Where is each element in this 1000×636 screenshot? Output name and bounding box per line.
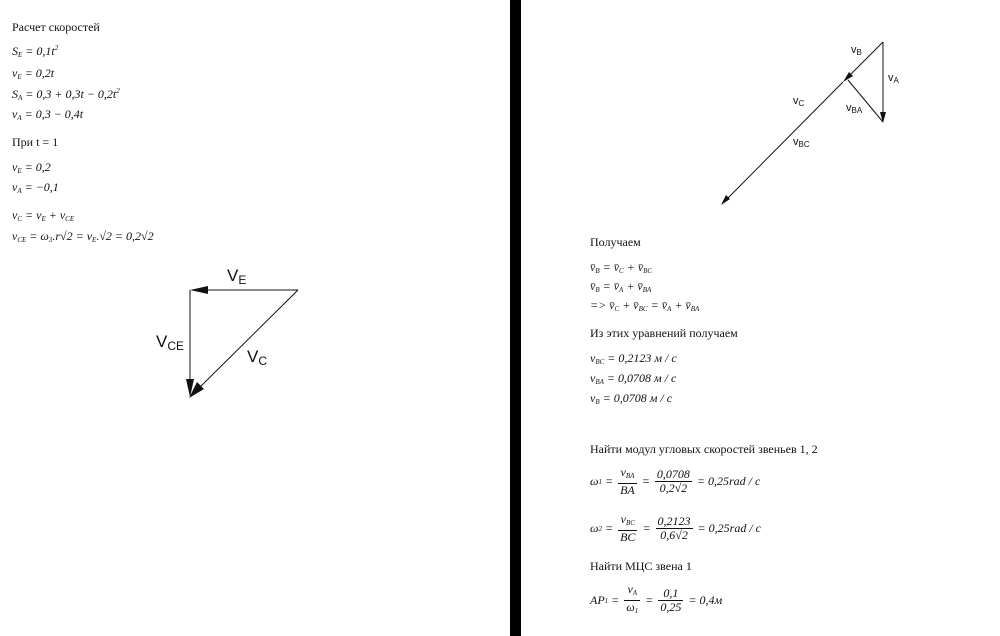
vector-vc-arrowhead-right — [721, 195, 730, 205]
equation-ve: $v_E = 0,2t$ — [12, 66, 55, 81]
at-time-label: При t = 1 — [12, 135, 59, 149]
result-vbc: $v_{BC} = 0,2123$ м / с — [590, 351, 677, 366]
formula-omega2: ω 2 = $\frac{v_{BC}}{BC}$ = $\frac{0,2123}{0,6√2}$ = 0,25rad / c — [590, 512, 761, 544]
result-vba: $v_{BA} = 0,0708$ м / с — [590, 371, 677, 386]
value-va: $v_A = -0,1$ — [12, 180, 59, 195]
label-vce: VCE — [156, 332, 185, 353]
formula-omega1: ω 1 = $\frac{v_{BA}}{BA}$ = $\frac{0,0708}{0,2√2}$ = 0,25rad / c — [590, 465, 761, 497]
equation-se: $S_E = 0,1t^2$ — [12, 44, 59, 59]
label-vc-right: vC — [793, 95, 805, 108]
result-vb: $v_B = 0,0708$ м / с — [590, 391, 673, 406]
label-va: vA — [888, 72, 899, 85]
equation-sa: $S_A = 0,3 + 0,3t - 0,2t^2$ — [12, 87, 120, 102]
vector-vc-line-right — [723, 82, 843, 203]
label-vc: VC — [247, 347, 268, 368]
vector-eq-3: => $v̄_C$ + $v̄_{BC}$ = $v̄_A$ + $v̄_{BA}$ — [590, 298, 700, 313]
vector-vba-line — [848, 80, 883, 122]
heading-find-mcs: Найти МЦС звена 1 — [590, 559, 692, 573]
heading-from-equations: Из этих уравнений получаем — [590, 326, 738, 340]
vector-eq-2: $v̄_B$ = $v̄_A$ + $v̄_{BA}$ — [590, 279, 652, 294]
value-ve: $v_E = 0,2$ — [12, 160, 51, 175]
label-vbc: vBC — [793, 136, 810, 149]
equation-vce: $v_{CE} = \omega_3.r√2 = v_E.√2 = 0,2√2$ — [12, 229, 154, 244]
equation-va: $v_A = 0,3 - 0,4t$ — [12, 107, 84, 122]
heading-find-omega: Найти модул угловых скоростей звеньев 1, 2 — [590, 442, 818, 456]
label-vb: vB — [851, 44, 862, 57]
vector-eq-1: $v̄_B$ = $v̄_C$ + $v̄_{BC}$ — [590, 260, 653, 275]
heading-poluchaem: Получаем — [590, 235, 641, 249]
label-vba: vBA — [846, 102, 863, 115]
label-ve: VE — [227, 266, 247, 287]
equation-vc: $v_C = v_E + v_{CE}$ — [12, 208, 75, 223]
formula-ap1: AP 1 = $\frac{v_A}{\omega_1}$ = $\frac{0,1}{0,25}$ = 0,4м — [590, 582, 723, 615]
section-heading-velocity-calc: Расчет скоростей — [12, 20, 100, 34]
